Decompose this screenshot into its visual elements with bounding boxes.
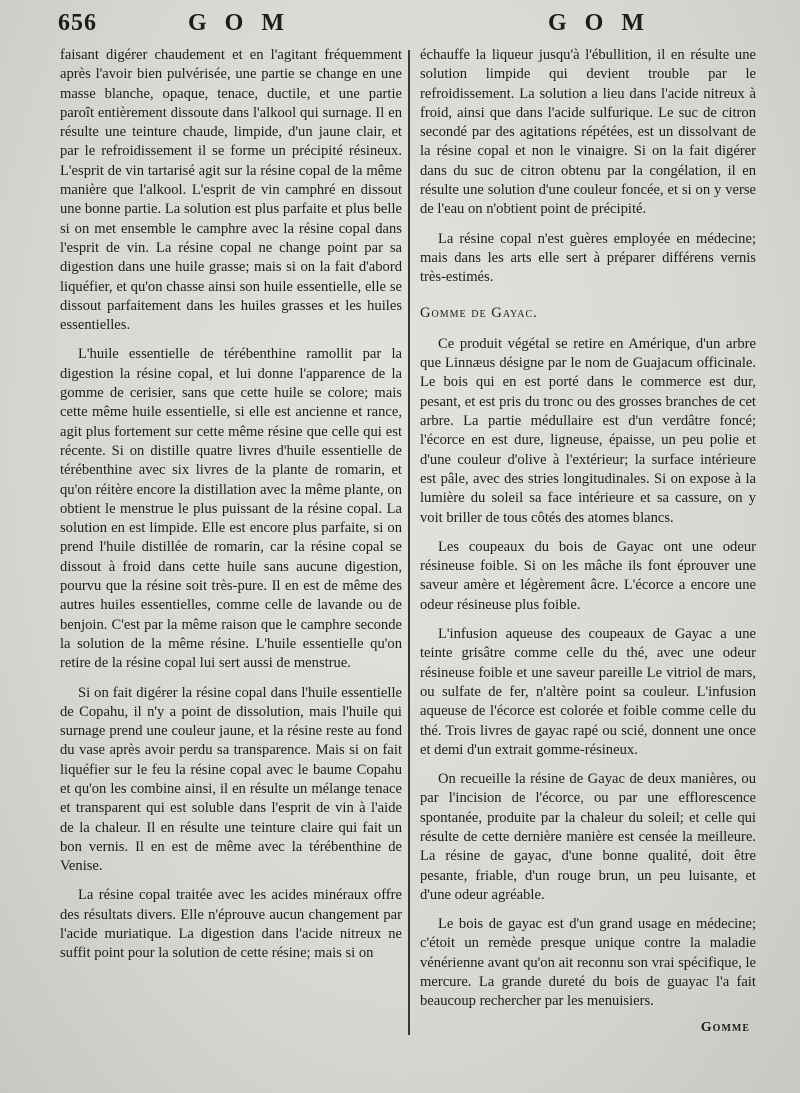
right-column	[420, 46, 756, 1022]
paragraph: L'infusion aqueuse des coupeaux de Gayac a une teinte grisâtre comme celle du thé, avec une odeur résineuse foible et une saveur pareille Le vitriol de mars, ou sulfate de fer, n'altère point sa couleur. L'infusion aqueuse de l'écorce est colorée et foible comme celle du thé. Trois livres de gayac rapé ou scié, donnent une once et demi d'un extrait gomme-résineux.	[420, 626, 756, 758]
catchword: Gomme	[700, 1020, 750, 1035]
paragraph: faisant digérer chaudement et en l'agitant fréquemment après l'avoir bien pulvérisée, une partie se change en une masse blanche, opaque, tenace, ductile, et une partie paroît entièrement dissoute dans l'alkool qui surnage. Il en résulte une teinture chaude, limpide, d'un jaune clair, et par le refroidissement il se forme un précipité résineux. L'esprit de vin tartarisé agit sur la résine copal de la même manière que l'alkool. L'esprit de vin camphré en dissout une bonne partie. La solution est plus parfaite et plus belle si on met ensemble le camphre avec la résine copal dans l'esprit de vin. La résine copal ne change point par sa digestion dans une huile grasse; mais si on la fait d'abord liquéfier, et qu'on chasse ainsi son huile essentielle, elle se dissout parfaitement dans les huiles grasses et les huiles essentielles.	[60, 47, 402, 334]
paragraph: Si on fait digérer la résine copal dans l'huile essentielle de Copahu, il n'y a point de dissolution, mais l'huile qui surnage prend une couleur jaune, et la résine reste au fond du vase après avoir perdu sa transparence. Mais si on fait liquéfier sur le feu la résine copal avec le baume Copahu et qu'on les combine ainsi, il en résulte un mélange tenace et transparent qui est soluble dans l'esprit de vin à l'aide de la chaleur. Il en résulte une teinture claire qui fait un bon vernis. Il en est de même avec la térébenthine de Venise.	[60, 684, 402, 875]
paragraph: échauffe la liqueur jusqu'à l'ébullition, il en résulte une solution limpide qui devient trouble par le refroidissement. La solution a lieu dans l'acide nitreux à froid, ainsi que dans l'acide sulfurique. Le suc de citron secondé par des agitations répétées, est un dissolvant de la résine copal et non le vinaigre. Si on la fait digérer dans du suc de citron obtenu par la congélation, il en résulte une solution d'une couleur foncée, et si on y verse de l'eau on n'obtient point de précipité.	[420, 47, 756, 218]
running-head-left: G O M	[188, 10, 290, 36]
paragraph: On recueille la résine de Gayac de deux manières, ou par l'incision de l'écorce, ou par une efflorescence spontanée, produite par la chaleur du soleil; et celle qui résulte de cette dernière manière est censée la meilleure. La résine de gayac, d'une bonne qualité, doit être pesante, friable, d'un rouge brun, un peu luisante, et d'une odeur agréable.	[420, 771, 756, 903]
paragraph: Les coupeaux du bois de Gayac ont une odeur résineuse foible. Si on les mâche ils font éprouver une saveur amère et légèrement âcre. L'écorce a encore une odeur résineuse plus foible.	[420, 538, 756, 613]
column-divider	[408, 50, 410, 1035]
page-number: 656	[58, 10, 97, 36]
paragraph: Ce produit végétal se retire en Amérique, d'un arbre que Linnæus désigne par le nom de Guajacum officinale. Le bois qui en est porté dans le commerce est dur, pesant, et est pris du tronc ou des grosses branches de cet arbre. La partie médullaire est d'un verdâtre foncé; l'écorce en est dure, ligneuse, épaisse, un peu polie et d'une couleur d'olive à l'extérieur; la surface intérieure est pâle, avec des stries longitudinales. Si on expose à la lumière du soleil sa face intérieure et sa cassure, on y voit briller de tous côtés des atomes blancs.	[420, 335, 756, 526]
paragraph: L'huile essentielle de térébenthine ramollit par la digestion la résine copal, et lui donne l'apparence de la gomme de cerisier, sans que cette huile se colore; mais cette même huile essentielle, si elle est ancienne et rance, agit plus fortement sur cette même résine que celle qui est récente. Si on distille quatre livres d'huile essentielle de térébenthine avec six livres de la plante de romarin, et qu'on réitère encore la distillation avec la même plante, on obtient le menstrue le plus puissant de la résine copal. La solution en est limpide. Elle est encore plus parfaite, si on prend l'huile distillée de romarin, car la résine copal se dissout à froid dans cette huile sans aucune digestion, pourvu que la résine soit très-pure. Il en est de même des autres huiles essentielles, comme celle de lavande ou de benjoin. C'est par la même raison que le camphre seconde la solution de la même résine. L'huile essentielle qu'on retire de la résine copal lui sert aussi de menstrue.	[60, 346, 402, 672]
running-head-right: G O M	[548, 10, 650, 36]
section-title: Gomme de Gayac.	[420, 304, 538, 321]
left-column	[60, 46, 402, 974]
paragraph: La résine copal n'est guères employée en médecine; mais dans les arts elle sert à préparer différens vernis très-estimés.	[420, 230, 756, 286]
page-header	[58, 10, 782, 40]
paragraph: Le bois de gayac est d'un grand usage en médecine; c'étoit un remède presque unique contre la maladie vénérienne avant qu'on ait reconnu son vrai spécifique, le mercure. La grande dureté du bois de guayac l'a fait beaucoup rechercher par les menuisiers.	[420, 916, 756, 1010]
paragraph: La résine copal traitée avec les acides minéraux offre des résultats divers. Elle n'éprouve aucun changement par l'acide muriatique. La digestion dans l'acide nitreux ne suffit point pour la solution de cette résine; mais si on	[60, 887, 402, 962]
